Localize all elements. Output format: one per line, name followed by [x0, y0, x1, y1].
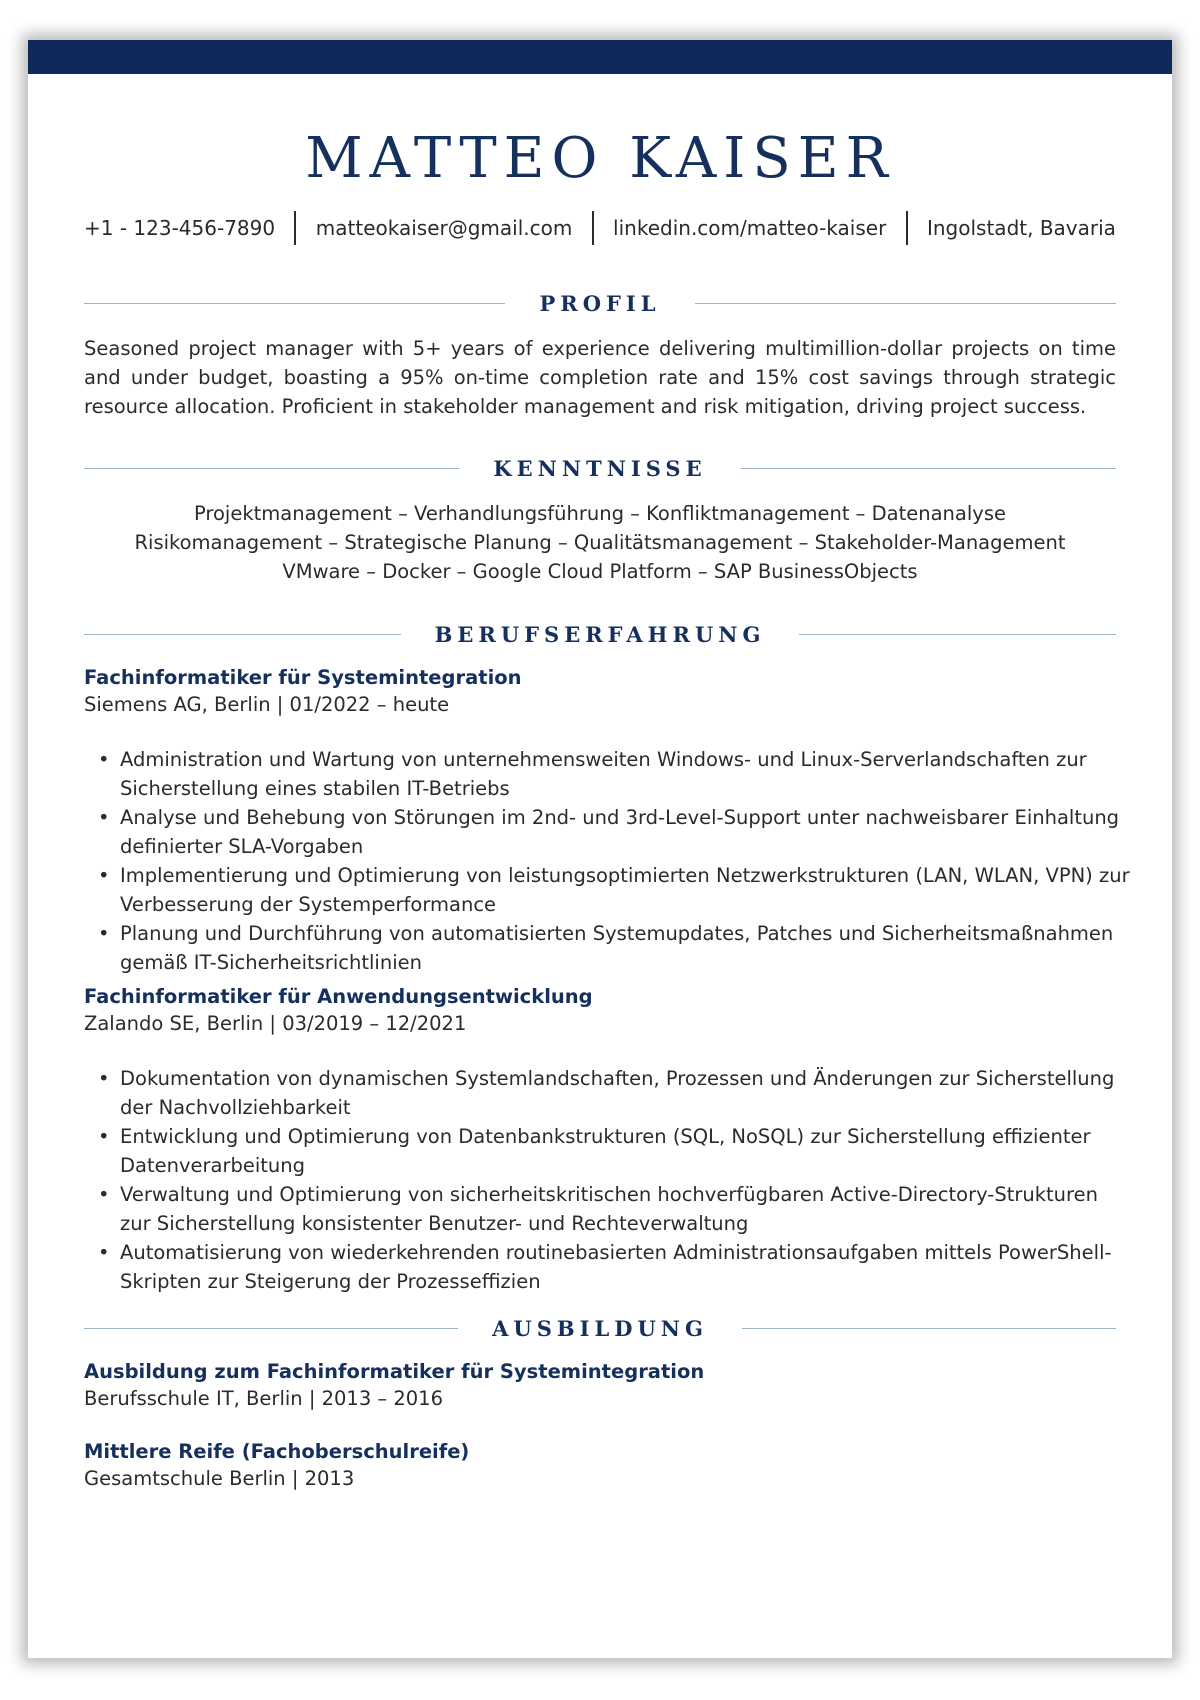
experience-heading-text: BERUFSERFAHRUNG — [434, 621, 766, 647]
job-title: Fachinformatiker für Systemintegration — [84, 666, 522, 689]
job-bullet: • Administration und Wartung von unternehmensweiten Windows- und Linux-Serverlandschaften zur Sicherstellung eines stabilen IT-Betriebs — [120, 745, 1132, 803]
job-company: Siemens AG, Berlin | 01/2022 – heute — [84, 693, 450, 716]
skills-line: Projektmanagement – Verhandlungsführung – Konfliktmanagement – Datenanalyse — [194, 502, 1006, 525]
skills-heading — [84, 453, 1116, 483]
job-company: Zalando SE, Berlin | 03/2019 – 12/2021 — [84, 1012, 467, 1035]
contact-location: Ingolstadt, Bavaria — [926, 216, 1116, 240]
header-bar — [28, 40, 1172, 74]
heading-rule — [84, 303, 505, 304]
contact-separator — [592, 211, 594, 245]
job-bullet: • Analyse und Behebung von Störungen im 2nd- und 3rd-Level-Support unter nachweisbarer Einhaltung definierter SLA-Vorgaben — [120, 803, 1132, 861]
skills-line: Risikomanagement – Strategische Planung – Qualitätsmanagement – Stakeholder-Management — [134, 531, 1066, 554]
job-bullets — [84, 1064, 1132, 1296]
job-bullet: • Planung und Durchführung von automatisierten Systemupdates, Patches und Sicherheitsmaßnahmen gemäß IT-Sicherheitsrichtlinien — [120, 919, 1132, 977]
heading-rule — [799, 634, 1116, 635]
job-bullets — [84, 745, 1132, 977]
job-bullet: • Entwicklung und Optimierung von Datenbankstrukturen (SQL, NoSQL) zur Sicherstellung effizienter Datenverarbeitung — [120, 1122, 1132, 1180]
heading-rule — [84, 634, 401, 635]
experience-heading — [84, 619, 1116, 649]
job-title: Fachinformatiker für Anwendungsentwicklung — [84, 985, 593, 1008]
skills-line: VMware – Docker – Google Cloud Platform – SAP BusinessObjects — [282, 560, 918, 583]
contact-email: matteokaiser@gmail.com — [315, 216, 573, 240]
contact-linkedin: linkedin.com/matteo-kaiser — [613, 216, 887, 240]
heading-rule — [742, 1328, 1116, 1329]
education-title: Mittlere Reife (Fachoberschulreife) — [84, 1440, 470, 1463]
contact-separator — [294, 211, 296, 245]
profile-heading-text: PROFIL — [539, 290, 661, 316]
heading-rule — [695, 303, 1116, 304]
education-school: Gesamtschule Berlin | 2013 — [84, 1467, 355, 1490]
job-bullet: • Verwaltung und Optimierung von sicherheitskritischen hochverfügbaren Active-Directory-Strukturen zur Sicherstellung konsistenter Benutzer- und Rechteverwaltung — [120, 1180, 1132, 1238]
heading-rule — [84, 468, 459, 469]
contact-separator — [906, 211, 908, 245]
contact-row — [84, 210, 1116, 246]
education-title: Ausbildung zum Fachinformatiker für Systemintegration — [84, 1360, 705, 1383]
skills-list — [84, 499, 1116, 586]
candidate-name: MATTEO KAISER — [305, 126, 895, 191]
contact-phone: +1 - 123-456-7890 — [84, 216, 276, 240]
job-bullet: • Automatisierung von wiederkehrenden routinebasierten Administrationsaufgaben mittels PowerShell-Skripten zur Steigerung der Prozesseffizien — [120, 1238, 1132, 1296]
job-bullet: • Implementierung und Optimierung von leistungsoptimierten Netzwerkstrukturen (LAN, WLAN, VPN) zur Verbesserung der Systemperformance — [120, 861, 1132, 919]
education-heading — [84, 1313, 1116, 1343]
job-bullet: • Dokumentation von dynamischen Systemlandschaften, Prozessen und Änderungen zur Sicherstellung der Nachvollziehbarkeit — [120, 1064, 1132, 1122]
profile-text: Seasoned project manager with 5+ years of experience delivering multimillion-dollar projects on time and under budget, boasting a 95% on-time completion rate and 15% cost savings through strategic resource allocation. Proficient in stakeholder management and risk mitigation, driving project success. — [84, 337, 1116, 418]
heading-rule — [84, 1328, 458, 1329]
education-heading-text: AUSBILDUNG — [492, 1315, 708, 1341]
education-school: Berufsschule IT, Berlin | 2013 – 2016 — [84, 1387, 443, 1410]
profile-heading — [84, 288, 1116, 318]
skills-heading-text: KENNTNISSE — [493, 455, 707, 481]
resume-page — [28, 40, 1172, 1658]
heading-rule — [741, 468, 1116, 469]
